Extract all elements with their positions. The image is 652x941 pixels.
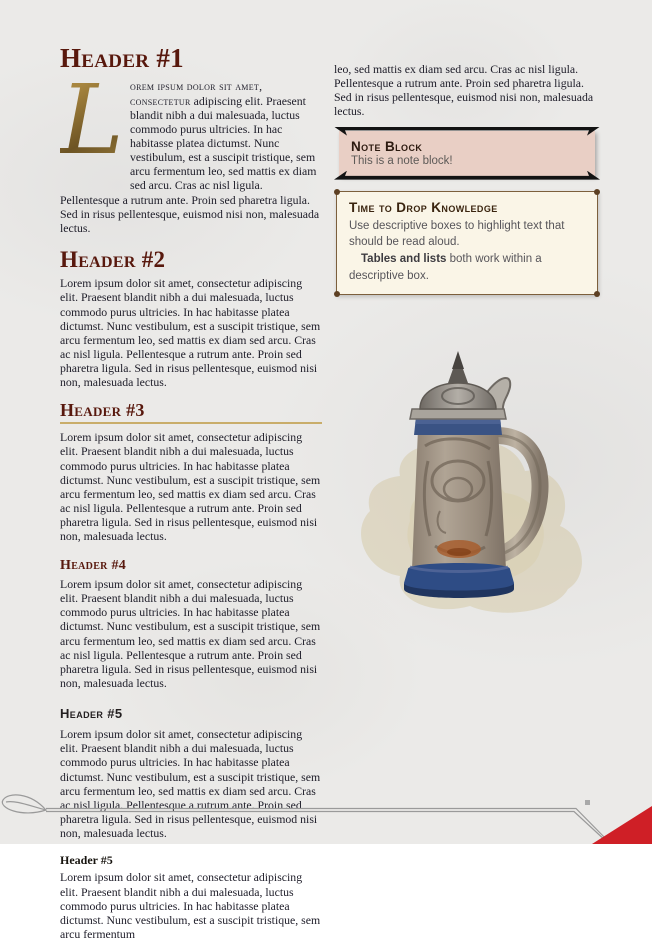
paragraph-5: Lorem ipsum dolor sit amet, consectetur adipiscing elit. Praesent blandit nibh a dui malesuada, luctus commodo purus ultricies. In hac habitasse platea dictumst. Nunc vestibulum, est a suscipit tristique, sem arcu fermentum leo, sed mattis ex diam sed arcu. Cras ac nisl ligula. Pellentesque a rutrum ante. Proin sed pharetra ligula. Sed in risus pellentesque, euismod nisi non, malesuada lectus. (60, 727, 321, 841)
descriptive-box-line2-rest: both work within a descriptive box. (349, 252, 542, 282)
paragraph-continued: leo, sed mattis ex diam sed arcu. Cras ac nisl ligula. Pellentesque a rutrum ante. Proin sed pharetra ligula. Sed in risus pellentesque, euismod nisi non, malesuada lectus. (334, 62, 594, 119)
footer-ornament (0, 780, 652, 844)
paragraph-1-rest: adipiscing elit. Praesent blandit nibh a dui malesuada, luctus commodo purus ultricies. In hac habitasse platea dictumst. Nunc vestibulum, est a suscipit tristique, sem arcu fermentum leo, sed mattis ex diam sed arcu. Cras ac nisl ligula. Pellentesque a rutrum ante. Proin sed pharetra ligula. Sed in risus pellentesque, euismod nisi non, malesuada lectus. (60, 93, 320, 235)
note-block (339, 131, 595, 176)
corner-dot-icon (334, 291, 340, 297)
descriptive-box-line2-bold: Tables and lists (361, 252, 447, 265)
footer-square-icon (585, 800, 590, 805)
paragraph-4: Lorem ipsum dolor sit amet, consectetur adipiscing elit. Praesent blandit nibh a dui malesuada, luctus commodo purus ultricies. In hac habitasse platea dictumst. Nunc vestibulum, est a suscipit tristique, sem arcu fermentum leo, sed mattis ex diam sed arcu. Cras ac nisl ligula. Pellentesque a rutrum ante. Proin sed pharetra ligula. Sed in risus pellentesque, euismod nisi non, malesuada lectus. (60, 576, 321, 690)
paragraph-2: Lorem ipsum dolor sit amet, consectetur adipiscing elit. Praesent blandit nibh a dui malesuada, luctus commodo purus ultricies. In hac habitasse platea dictumst. Nunc vestibulum, est a suscipit tristique, sem arcu fermentum leo, sed mattis ex diam sed arcu. Cras ac nisl ligula. Pellentesque a rutrum ante. Proin sed pharetra ligula. Sed in risus pellentesque, euismod nisi non, malesuada lectus. (60, 276, 321, 390)
header-4: Header #4 (60, 557, 127, 573)
beer-stein-illustration (340, 321, 590, 621)
header-6: Header #5 (60, 853, 113, 868)
descriptive-box-title: Time to Drop Knowledge (349, 199, 498, 215)
descriptive-box-line2 (349, 251, 585, 284)
header-5: Header #5 (60, 706, 123, 722)
corner-dot-icon (334, 189, 340, 195)
descriptive-box (336, 191, 598, 296)
red-corner-triangle (592, 806, 652, 844)
note-block-text: This is a note block! (351, 154, 453, 167)
corner-dot-icon (594, 291, 600, 297)
right-column (334, 62, 600, 621)
note-block-top-border (334, 127, 600, 136)
paragraph-3: Lorem ipsum dolor sit amet, consectetur adipiscing elit. Praesent blandit nibh a dui malesuada, luctus commodo purus ultricies. In hac habitasse platea dictumst. Nunc vestibulum, est a suscipit tristique, sem arcu fermentum leo, sed mattis ex diam sed arcu. Cras ac nisl ligula. Pellentesque a rutrum ante. Proin sed pharetra ligula. Sed in risus pellentesque, euismod nisi non, malesuada lectus. (60, 430, 321, 544)
note-block-bottom-border (334, 171, 600, 180)
drop-cap: L (60, 83, 124, 179)
header-2: Header #2 (60, 247, 166, 273)
header-3: Header #3 (60, 401, 322, 424)
paragraph-1-lead: orem ipsum dolor sit amet, consectetur (130, 79, 263, 108)
corner-dot-icon (594, 189, 600, 195)
descriptive-box-line1: Use descriptive boxes to highlight text that should be read aloud. (349, 219, 565, 249)
header-1: Header #1 (60, 43, 184, 73)
paragraph-6: Lorem ipsum dolor sit amet, consectetur adipiscing elit. Praesent blandit nibh a dui malesuada, luctus commodo purus ultricies. In hac habitasse platea dictumst. Nunc vestibulum, est a suscipit tristique, sem arcu fermentum (60, 870, 321, 941)
paragraph-1 (60, 64, 322, 235)
note-block-title: Note Block (351, 138, 423, 154)
